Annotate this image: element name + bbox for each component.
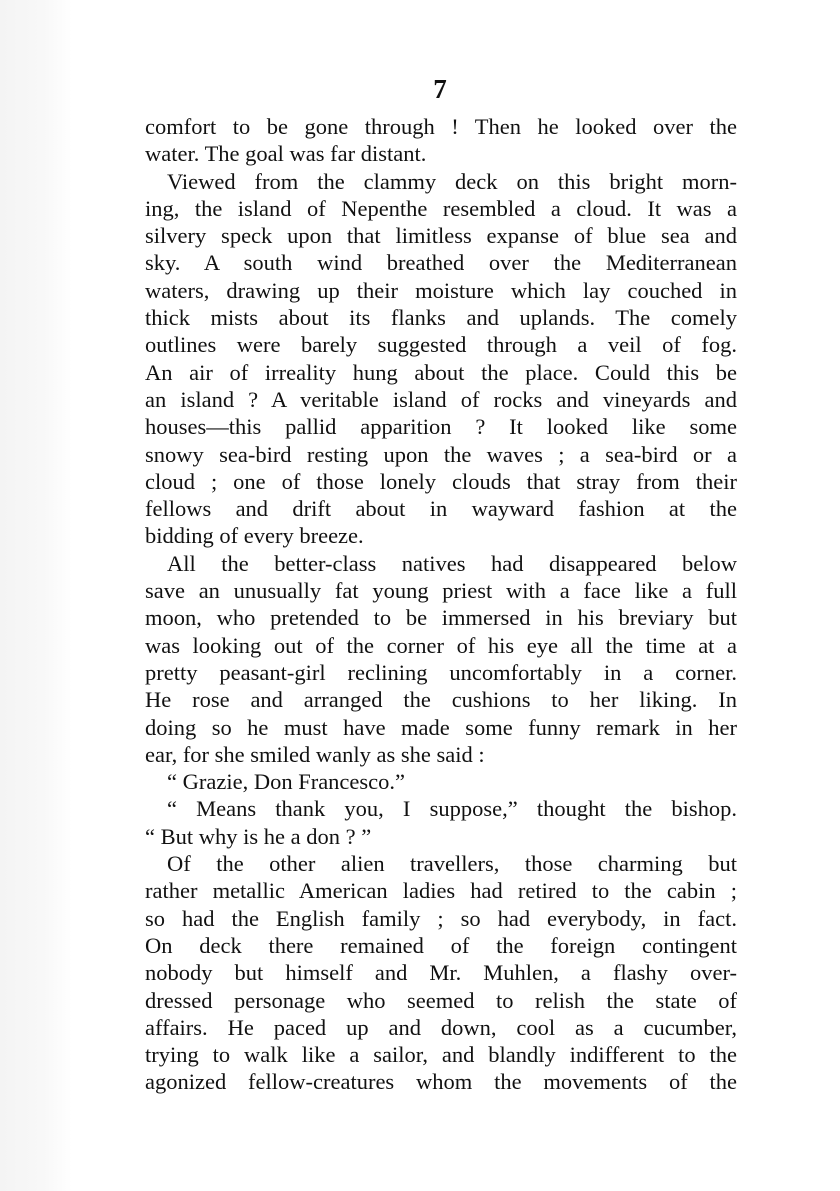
page-number: 7: [433, 74, 447, 104]
text-line: Viewed from the clammy deck on this bright morn-: [167, 168, 737, 194]
text-line: sky. A south wind breathed over the Mediterranean: [145, 250, 737, 276]
text-line: outlines were barely suggested through a veil of fog.: [145, 332, 737, 358]
text-line: On deck there remained of the foreign contingent: [145, 932, 737, 958]
text-line: water. The goal was far distant.: [145, 141, 427, 167]
text-line: an island ? A veritable island of rocks and vineyards and: [145, 386, 737, 412]
text-line: ear, for she smiled wanly as she said :: [145, 741, 485, 767]
text-line: nobody but himself and Mr. Muhlen, a flashy over-: [145, 960, 737, 986]
text-line: “ Grazie, Don Francesco.”: [167, 769, 406, 795]
text-line: He rose and arranged the cushions to her liking. In: [145, 687, 737, 713]
text-line: ing, the island of Nepenthe resembled a cloud. It was a: [145, 195, 737, 221]
text-line: “ But why is he a don ? ”: [145, 823, 372, 849]
text-line: was looking out of the corner of his eye all the time at a: [145, 632, 737, 658]
text-line: houses—this pallid apparition ? It looked like some: [145, 414, 737, 440]
body-text: [145, 113, 737, 1096]
text-line: waters, drawing up their moisture which lay couched in: [145, 277, 737, 303]
text-line: agonized fellow-creatures whom the movements of the: [145, 1069, 737, 1095]
text-line: snowy sea-bird resting upon the waves ; a sea-bird or a: [145, 441, 737, 467]
text-line: comfort to be gone through ! Then he looked over the: [145, 114, 737, 139]
text-line: trying to walk like a sailor, and blandly indifferent to the: [145, 1042, 737, 1068]
text-line: thick mists about its flanks and uplands. The comely: [145, 305, 737, 331]
text-line: moon, who pretended to be immersed in his breviary but: [145, 605, 737, 631]
text-line: All the better-class natives had disappeared below: [167, 550, 737, 576]
text-line: cloud ; one of those lonely clouds that stray from their: [145, 468, 737, 494]
text-line: rather metallic American ladies had retired to the cabin ;: [145, 878, 737, 904]
text-line: affairs. He paced up and down, cool as a cucumber,: [145, 1014, 737, 1040]
text-line: dressed personage who seemed to relish the state of: [145, 987, 737, 1013]
text-line: bidding of every breeze.: [145, 523, 364, 549]
text-line: fellows and drift about in wayward fashion at the: [145, 496, 737, 522]
text-line: An air of irreality hung about the place. Could this be: [145, 359, 737, 385]
page-edge-shadow: [0, 0, 72, 1191]
text-line: doing so he must have made some funny remark in her: [145, 714, 737, 740]
text-line: “ Means thank you, I suppose,” thought the bishop.: [167, 796, 737, 822]
text-line: so had the English family ; so had everybody, in fact.: [145, 905, 737, 931]
text-line: save an unusually fat young priest with a face like a full: [145, 578, 737, 604]
text-line: silvery speck upon that limitless expanse of blue sea and: [145, 223, 737, 249]
text-line: pretty peasant-girl reclining uncomfortably in a corner.: [145, 659, 737, 685]
text-line: Of the other alien travellers, those charming but: [167, 851, 737, 877]
